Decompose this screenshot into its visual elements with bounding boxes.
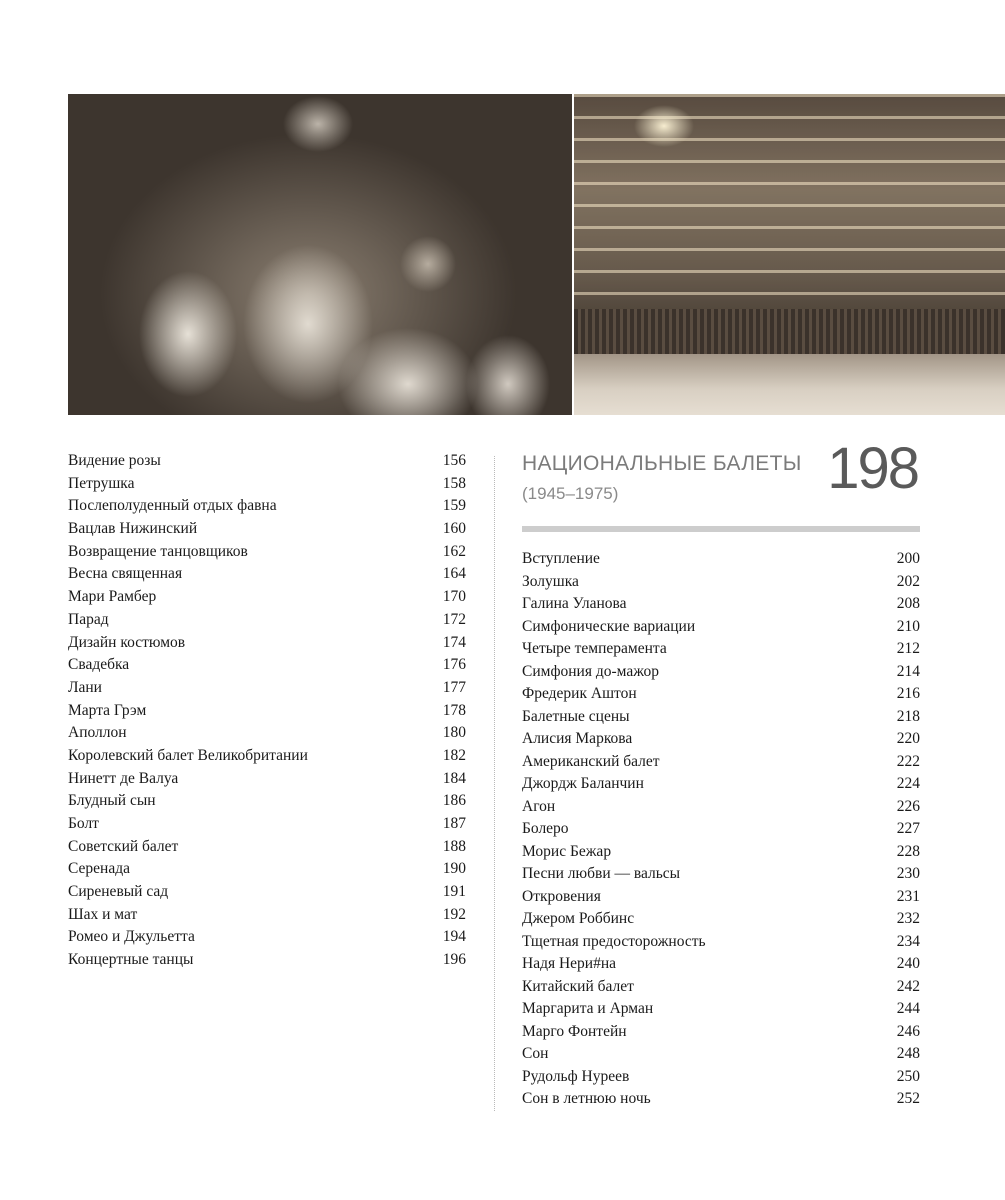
toc-entry xyxy=(68,609,466,632)
toc-entry xyxy=(522,751,920,774)
toc-entry-page: 162 xyxy=(442,542,466,560)
toc-entry-title: Марго Фонтейн xyxy=(522,1022,627,1040)
toc-entry-page: 220 xyxy=(896,730,920,747)
section-title: НАЦИОНАЛЬНЫЕ БАЛЕТЫ xyxy=(522,452,802,475)
toc-entry-page: 232 xyxy=(896,910,920,927)
toc-entry xyxy=(522,796,920,819)
toc-entry-title: Надя Нери#на xyxy=(522,955,617,972)
toc-entry-page: 196 xyxy=(442,951,466,969)
toc-entry xyxy=(68,949,466,972)
toc-entry-page: 214 xyxy=(896,662,920,680)
toc-entry-title: Алисия Маркова xyxy=(522,730,633,747)
toc-entry xyxy=(522,818,920,841)
toc-entry-page: 246 xyxy=(896,1022,920,1040)
toc-entry-page: 177 xyxy=(442,678,466,696)
toc-entry-page: 224 xyxy=(896,775,920,792)
toc-entry xyxy=(522,661,920,684)
toc-entry-page: 226 xyxy=(896,797,920,815)
toc-right-column xyxy=(522,548,920,1111)
toc-entry-title: Блудный сын xyxy=(68,792,156,810)
toc-entry xyxy=(68,473,466,496)
toc-entry-page: 182 xyxy=(442,746,466,764)
toc-entry-page: 252 xyxy=(896,1090,920,1107)
toc-entry-title: Галина Уланова xyxy=(522,595,627,612)
toc-entry-page: 227 xyxy=(896,820,920,837)
toc-entry-page: 200 xyxy=(896,550,920,567)
toc-entry-page: 240 xyxy=(896,955,920,972)
toc-entry-title: Ромео и Джульетта xyxy=(68,928,195,946)
toc-entry xyxy=(68,813,466,836)
theatre-hall-photo xyxy=(574,94,1005,415)
toc-entry xyxy=(68,632,466,655)
toc-entry-page: 208 xyxy=(896,595,920,612)
toc-entry xyxy=(68,495,466,518)
toc-entry-title: Болеро xyxy=(522,820,569,837)
toc-entry xyxy=(522,976,920,999)
toc-entry xyxy=(522,931,920,954)
toc-entry xyxy=(68,654,466,677)
toc-entry xyxy=(522,841,920,864)
toc-entry xyxy=(68,745,466,768)
toc-entry-title: Лани xyxy=(68,678,102,696)
toc-entry xyxy=(522,1043,920,1066)
toc-entry-title: Весна священная xyxy=(68,565,183,583)
toc-left-column xyxy=(68,450,466,972)
toc-entry-title: Джордж Баланчин xyxy=(522,775,644,792)
toc-entry-title: Королевский балет Великобритании xyxy=(68,746,308,764)
toc-entry xyxy=(68,858,466,881)
toc-entry xyxy=(522,548,920,571)
toc-entry xyxy=(68,518,466,541)
toc-entry-title: Парад xyxy=(68,610,109,628)
toc-entry-title: Вступление xyxy=(522,550,600,567)
toc-entry-page: 191 xyxy=(442,883,466,901)
toc-entry xyxy=(522,908,920,931)
ballerinas-photo xyxy=(68,94,572,415)
toc-entry-title: Видение розы xyxy=(68,452,161,469)
photo-strip xyxy=(68,94,1005,415)
toc-entry-title: Петрушка xyxy=(68,474,135,492)
toc-entry xyxy=(68,768,466,791)
toc-entry xyxy=(522,616,920,639)
toc-entry xyxy=(522,998,920,1021)
toc-entry-title: Свадебка xyxy=(68,656,130,674)
toc-entry-title: Песни любви — вальсы xyxy=(522,865,681,882)
toc-entry-page: 250 xyxy=(896,1067,920,1085)
toc-entry-page: 160 xyxy=(442,520,466,538)
toc-entry-title: Агон xyxy=(522,797,556,815)
column-divider xyxy=(494,456,495,1111)
toc-entry-page: 231 xyxy=(896,887,920,905)
toc-entry-title: Возвращение танцовщиков xyxy=(68,542,248,560)
toc-entry-title: Симфонические вариации xyxy=(522,617,696,635)
toc-entry-page: 184 xyxy=(442,769,466,787)
toc-entry-title: Симфония до-мажор xyxy=(522,662,660,680)
toc-entry xyxy=(68,677,466,700)
toc-entry-page: 159 xyxy=(442,497,466,515)
toc-entry xyxy=(522,1088,920,1111)
toc-entry-page: 210 xyxy=(896,617,920,635)
toc-entry xyxy=(68,700,466,723)
toc-entry xyxy=(68,450,466,473)
toc-entry-page: 194 xyxy=(442,928,466,946)
toc-entry-title: Нинетт де Валуа xyxy=(68,769,179,787)
toc-entry-title: Маргарита и Арман xyxy=(522,1000,654,1017)
toc-entry-title: Дизайн костюмов xyxy=(68,633,186,651)
toc-entry-title: Аполлон xyxy=(68,724,127,742)
toc-entry xyxy=(68,926,466,949)
toc-entry-title: Советский балет xyxy=(68,837,179,855)
toc-entry-page: 222 xyxy=(896,752,920,770)
toc-entry xyxy=(522,728,920,751)
toc-entry xyxy=(522,773,920,796)
toc-entry-page: 230 xyxy=(896,865,920,882)
toc-entry xyxy=(522,886,920,909)
toc-entry-page: 188 xyxy=(442,837,466,855)
section-page-number: 198 xyxy=(827,436,918,501)
toc-entry xyxy=(68,722,466,745)
toc-entry-page: 234 xyxy=(896,932,920,950)
toc-entry-title: Болт xyxy=(68,815,99,832)
toc-entry-page: 242 xyxy=(896,977,920,995)
toc-entry-title: Послеполуденный отдых фавна xyxy=(68,497,277,515)
section-rule xyxy=(522,526,920,532)
toc-entry xyxy=(522,683,920,706)
toc-entry-page: 164 xyxy=(442,565,466,583)
toc-entry xyxy=(68,790,466,813)
toc-entry-title: Балетные сцены xyxy=(522,707,630,725)
toc-entry-page: 244 xyxy=(896,1000,920,1017)
toc-entry-page: 212 xyxy=(896,640,920,657)
toc-entry xyxy=(68,541,466,564)
toc-entry-title: Марта Грэм xyxy=(68,701,147,719)
toc-entry-title: Концертные танцы xyxy=(68,951,194,969)
toc-entry xyxy=(68,586,466,609)
toc-entry-title: Золушка xyxy=(522,572,579,590)
toc-entry xyxy=(522,1066,920,1089)
section-years: (1945–1975) xyxy=(522,484,619,503)
toc-entry-title: Сон в летнюю ночь xyxy=(522,1090,651,1107)
toc-entry-title: Фредерик Аштон xyxy=(522,685,637,702)
toc-entry-page: 170 xyxy=(442,588,466,606)
toc-entry xyxy=(522,571,920,594)
toc-entry-page: 216 xyxy=(896,685,920,702)
toc-entry-title: Джером Роббинс xyxy=(522,910,635,927)
toc-entry xyxy=(522,638,920,661)
toc-entry-title: Морис Бежар xyxy=(522,842,612,860)
toc-entry-title: Серенада xyxy=(68,860,130,878)
toc-entry-title: Сиреневый сад xyxy=(68,883,169,901)
toc-entry-page: 190 xyxy=(442,860,466,878)
toc-entry-title: Шах и мат xyxy=(68,905,138,923)
toc-entry xyxy=(522,706,920,729)
toc-entry-page: 248 xyxy=(896,1045,920,1062)
toc-entry xyxy=(68,836,466,859)
toc-entry-title: Вацлав Нижинский xyxy=(68,520,198,538)
toc-entry-page: 218 xyxy=(896,707,920,725)
toc-entry-page: 174 xyxy=(442,633,466,651)
toc-entry-title: Тщетная предосторожность xyxy=(522,932,706,950)
toc-entry-page: 186 xyxy=(442,792,466,810)
toc-entry-page: 178 xyxy=(442,701,466,719)
toc-entry-page: 187 xyxy=(442,815,466,832)
toc-entry-page: 202 xyxy=(896,572,920,590)
toc-entry-title: Четыре темперамента xyxy=(522,640,667,657)
toc-entry-title: Мари Рамбер xyxy=(68,588,157,606)
toc-entry-page: 176 xyxy=(442,656,466,674)
toc-entry-page: 158 xyxy=(442,474,466,492)
toc-entry xyxy=(68,563,466,586)
toc-entry xyxy=(68,881,466,904)
toc-entry xyxy=(522,593,920,616)
toc-entry-title: Откровения xyxy=(522,887,601,905)
toc-entry-page: 192 xyxy=(442,905,466,923)
toc-entry xyxy=(522,953,920,976)
toc-entry xyxy=(522,863,920,886)
toc-entry-title: Рудольф Нуреев xyxy=(522,1067,630,1085)
toc-entry-page: 172 xyxy=(442,610,466,628)
toc-entry xyxy=(522,1021,920,1044)
toc-entry-page: 228 xyxy=(896,842,920,860)
toc-entry-title: Американский балет xyxy=(522,752,660,770)
toc-entry-page: 180 xyxy=(442,724,466,742)
toc-entry-page: 156 xyxy=(442,452,466,469)
toc-entry-title: Китайский балет xyxy=(522,977,634,995)
toc-entry-title: Сон xyxy=(522,1045,549,1062)
toc-entry xyxy=(68,904,466,927)
